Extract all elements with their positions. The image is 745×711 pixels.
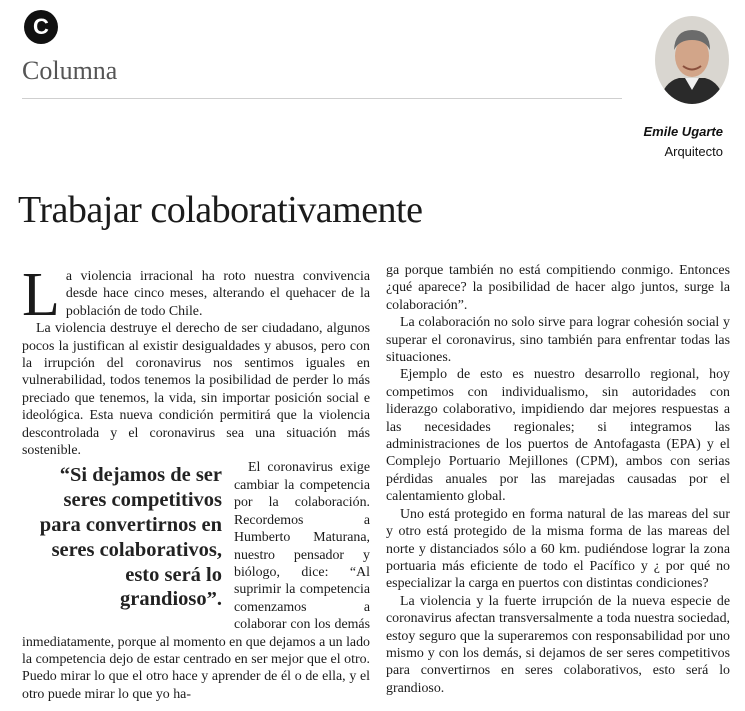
article-paragraph: La colaboración no solo sirve para lograr cohesión social y superar el coronavirus, sino también para enfrentar todas las situaciones.: [386, 315, 730, 366]
header-divider: [22, 98, 622, 99]
article-paragraph: ga porque también no está compitiendo conmigo. Entonces ¿qué aparece? la posibilidad de hacer algo juntos, surge la colaboración”.: [386, 263, 730, 313]
section-badge: C: [24, 10, 58, 44]
article-paragraph: Uno está protegido en forma natural de las mareas del sur y otro está protegido de la misma forma de las mareas del norte y distanciados sólo a 60 km. pudiéndose lograr la zona portuaria más eficiente de todo el Pacífico y ¿ por qué no especializar la carga en puertos con distintas condiciones?: [386, 506, 730, 592]
paragraph-text: a violencia irracional ha roto nuestra convivencia desde hace cinco meses, alterando el quehacer de la población de todo Chile.: [65, 269, 370, 319]
article-paragraph: [22, 261, 370, 329]
article-paragraph: El coronavirus exige cambiar la competencia por la colaboración. Recordemos a Humberto Maturana, nuestro pensador y biólogo, dice: “Al suprimir la competencia comenzamos a colaborar con los demás inmediatamente, porque al momento en que dejamos a un lado la competencia dejo de estar centrado en ser mejor que el otro. Puedo mirar lo que el otro hace y aprender de él o de ella, y el otro puede mirar lo que yo ha-: [22, 460, 370, 702]
headline: Trabajar colaborativamente: [18, 189, 423, 231]
pull-quote: “Si dejamos de ser seres competitivos para convertirnos en seres colaborativos, esto será lo grandioso”.: [39, 464, 222, 611]
article-paragraph: La violencia destruye el derecho de ser ciudadano, algunos pocos la justifican al existir desigualdades y abusos, pero con la irrupción del coronavirus nos sentimos iguales en vulnerabilidad, todos tenemos la posibilidad de perder lo más preciado que tenemos, la vida, sin importar posición social e ideológica. Esta nueva condición permitirá que la violencia descontrolada y el coronavirus sea una situación más sostenible.: [22, 321, 370, 459]
drop-cap: L: [22, 261, 60, 329]
author-name: Emile Ugarte: [643, 124, 723, 139]
section-label: Columna: [22, 56, 118, 85]
article-paragraph: Ejemplo de esto es nuestro desarrollo regional, hoy competimos con individualismo, sin autoridades con liderazgo colaborativo, impidiendo dar mejores respuestas a las necesidades regionales; si integramos las administraciones de los puertos de Antofagasta (EPA) y el Complejo Portuario Mejillones (CPM), ambos con serias pérdidas anuales por las marejadas causadas por el calentamiento global.: [386, 367, 730, 505]
article-column-right: [386, 262, 730, 697]
article-column-left: [22, 261, 370, 703]
author-role: Arquitecto: [664, 144, 723, 159]
article-paragraph: La violencia y la fuerte irrupción de la nueva especie de coronavirus afectan transversalmente a toda nuestra sociedad, estoy seguro que la superaremos con responsabilidad por uno mismo y con los demás, si dejamos de ser seres competitivos para convertirnos en seres colaborativos, esto será lo grandioso.: [386, 593, 730, 696]
author-portrait-image: [655, 16, 729, 104]
author-photo: [655, 16, 729, 104]
